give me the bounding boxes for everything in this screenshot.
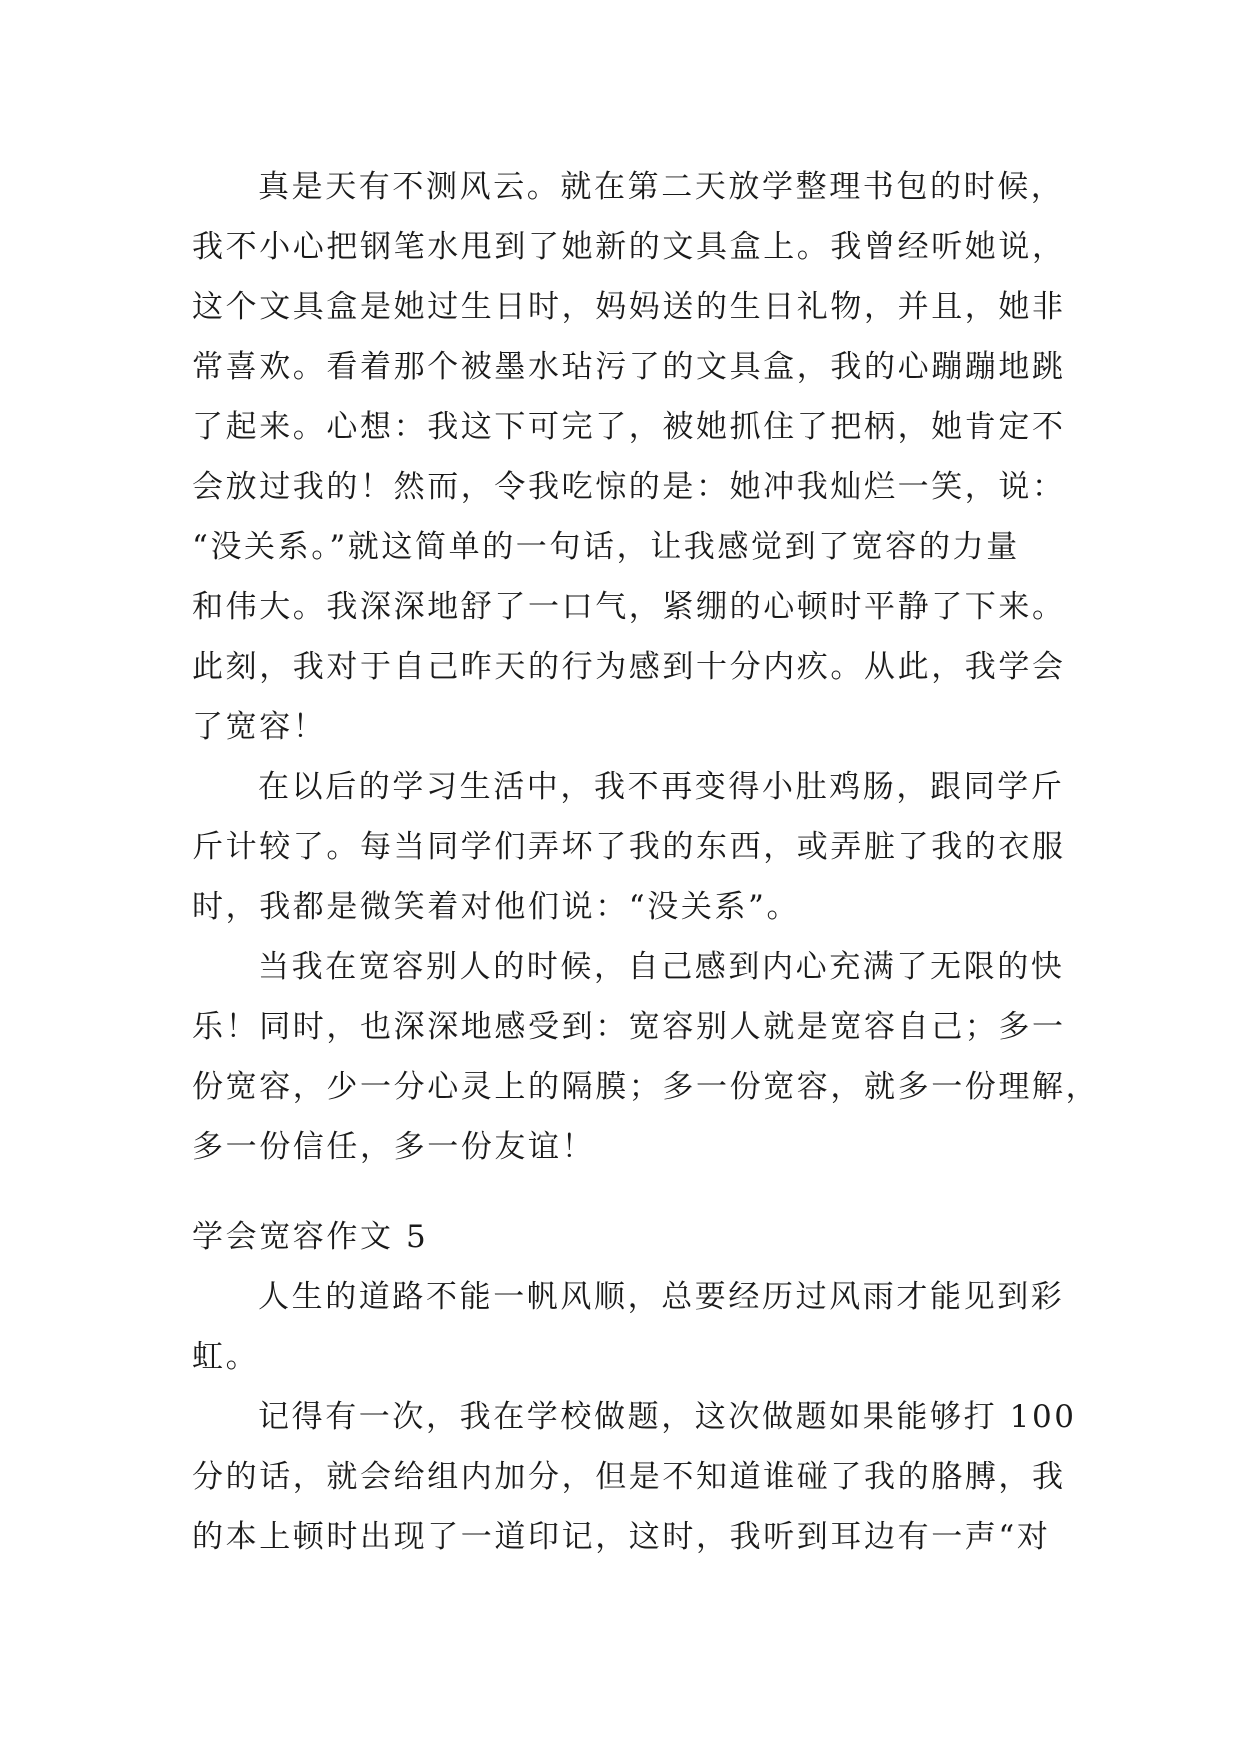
paragraph-line: 虹。 (192, 1339, 260, 1375)
paragraph-line: “没关系。”就这简单的一句话，让我感觉到了宽容的力量 (192, 529, 1020, 565)
paragraph-line: 人生的道路不能一帆风顺，总要经历过风雨才能见到彩 (258, 1279, 1065, 1315)
paragraph-line: 了宽容！ (192, 709, 327, 745)
essay-body-part-1 (192, 157, 1100, 1177)
paragraph-line: 会放过我的！然而，令我吃惊的是：她冲我灿烂一笑，说： (192, 469, 1066, 505)
paragraph-line: 此刻，我对于自己昨天的行为感到十分内疚。从此，我学会 (192, 649, 1066, 685)
essay-body-part-2 (192, 1267, 1077, 1567)
paragraph-line: 在以后的学习生活中，我不再变得小肚鸡肠，跟同学斤 (258, 769, 1065, 805)
paragraph-line: 这个文具盒是她过生日时，妈妈送的生日礼物，并且，她非 (192, 289, 1066, 325)
paragraph-line: 常喜欢。看着那个被墨水玷污了的文具盒，我的心蹦蹦地跳 (192, 349, 1066, 385)
paragraph-line: 分的话，就会给组内加分，但是不知道谁碰了我的胳膊，我 (192, 1459, 1066, 1495)
paragraph-line: 记得有一次，我在学校做题，这次做题如果能够打 100 (258, 1399, 1077, 1435)
paragraph-line: 多一份信任，多一份友谊！ (192, 1129, 596, 1165)
paragraph-line: 了起来。心想：我这下可完了，被她抓住了把柄，她肯定不 (192, 409, 1066, 445)
paragraph-line: 我不小心把钢笔水甩到了她新的文具盒上。我曾经听她说， (192, 229, 1066, 265)
paragraph-line: 斤计较了。每当同学们弄坏了我的东西，或弄脏了我的衣服 (192, 829, 1066, 865)
paragraph-line: 时，我都是微笑着对他们说：“没关系”。 (192, 889, 801, 925)
paragraph-line: 份宽容，少一分心灵上的隔膜；多一份宽容，就多一份理解， (192, 1069, 1100, 1105)
paragraph-line: 的本上顿时出现了一道印记，这时，我听到耳边有一声“对 (192, 1519, 1051, 1555)
paragraph-line: 乐！同时，也深深地感受到：宽容别人就是宽容自己；多一 (192, 1009, 1066, 1045)
paragraph-line: 真是天有不测风云。就在第二天放学整理书包的时候， (258, 169, 1065, 205)
paragraph-line: 当我在宽容别人的时候，自己感到内心充满了无限的快 (258, 949, 1065, 985)
paragraph-line: 和伟大。我深深地舒了一口气，紧绷的心顿时平静了下来。 (192, 589, 1066, 625)
section-title: 学会宽容作文 5 (192, 1219, 429, 1255)
